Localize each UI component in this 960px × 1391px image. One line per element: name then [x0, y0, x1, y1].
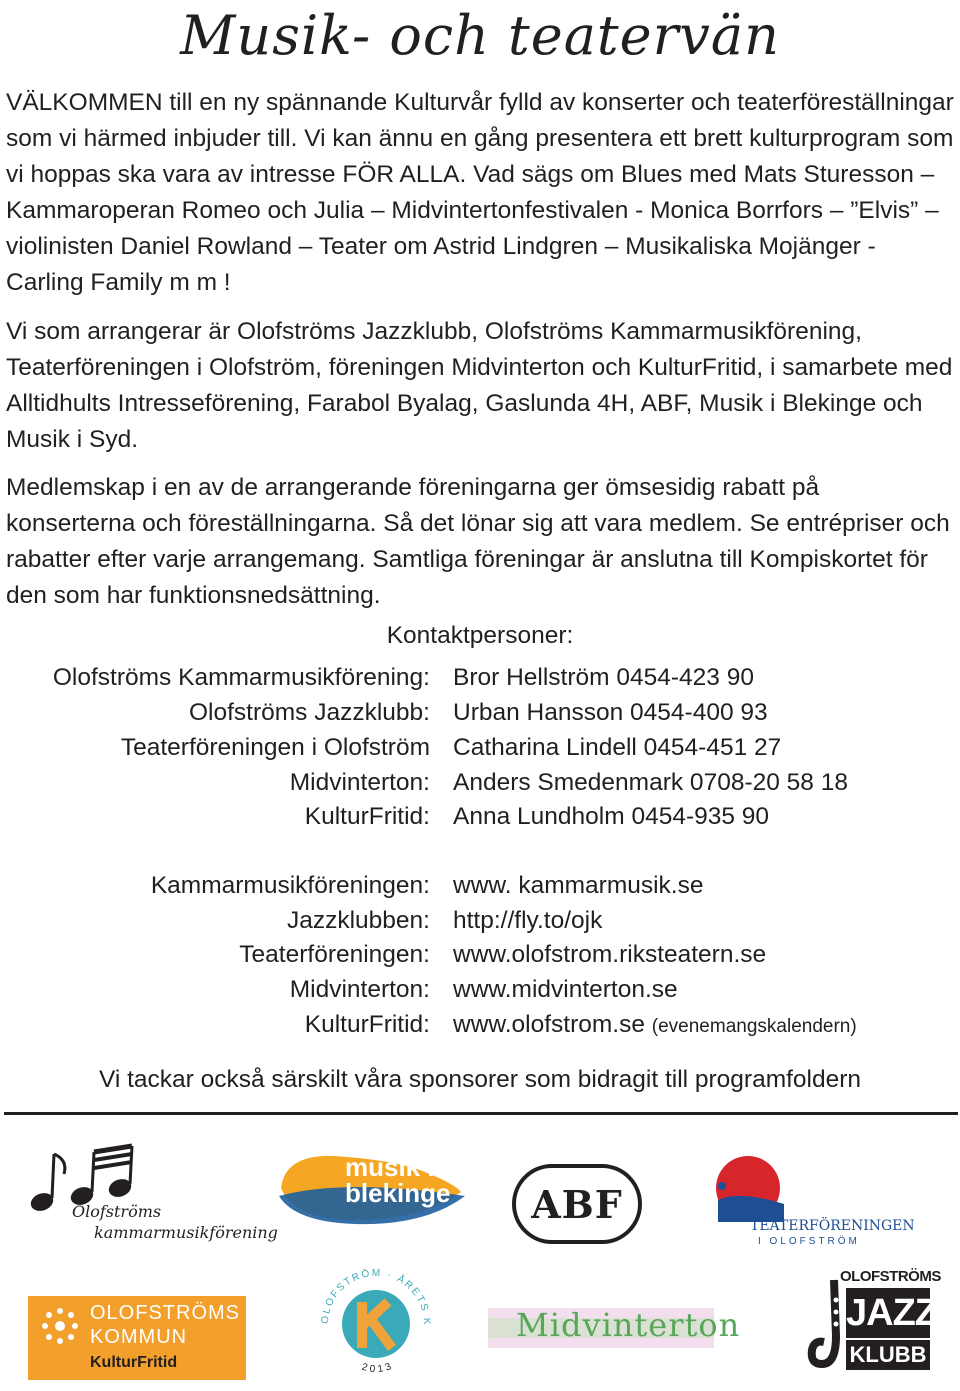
mib-line2: blekinge	[345, 1178, 451, 1208]
contact-value: Anders Smedenmark 0708-20 58 18	[453, 769, 848, 796]
contact-value: Urban Hansson 0454-400 93	[453, 699, 768, 726]
contact-label: Midvinterton:	[289, 769, 430, 796]
website-label: Midvinterton:	[289, 976, 430, 1003]
musik-i-blekinge-logo	[275, 1148, 475, 1228]
website-label: Teaterföreningen:	[239, 941, 430, 968]
teaterforeningen-logo	[688, 1150, 915, 1250]
intro-paragraph: VÄLKOMMEN till en ny spännande Kulturvår fylld av konserter och teaterföreställningar som vi härmed inbjuder till. Vi kan ännu en gång presentera ett brett kulturprogram som vi hoppas ska vara av intresse FÖR ALLA. Vad sägs om Blues med Mats Sturesson – Kammaroperan Romeo och Julia – Midvintertonfestivalen - Monica Borrfors – ”Elvis” – violinisten Daniel Rowland – Teater om Astrid Lindgren – Musikaliska Mojänger - Carling Family m m !	[6, 89, 954, 296]
website-label: Kammarmusikföreningen:	[150, 872, 430, 899]
website-link[interactable]: http://fly.to/ojk	[453, 907, 603, 934]
seal-ring-bottom: 2013	[360, 1360, 396, 1376]
website-link[interactable]: www.midvinterton.se	[453, 976, 678, 1003]
kommun-line1: OLOFSTRÖMS	[90, 1302, 241, 1324]
contact-row	[0, 765, 960, 801]
kommun-line3: KulturFritid	[90, 1354, 178, 1371]
website-row	[0, 868, 960, 904]
organizers-paragraph: Vi som arrangerar är Olofströms Jazzklubb, Olofströms Kammarmusikförening, Teaterföreningen i Olofström, föreningen Midvinterton och KulturFritid, i samarbete med Alltidhults Intresseförening, Farabol Byalag, Gaslunda 4H, ABF, Musik i Blekinge och Musik i Syd.	[6, 318, 953, 453]
website-row	[0, 903, 960, 939]
midvinterton-logo	[486, 1296, 741, 1358]
kammar-logo-line2: kammarmusikförening	[94, 1223, 278, 1242]
contacts-heading: Kontaktpersoner:	[386, 622, 574, 649]
website-label: Jazzklubben:	[286, 907, 430, 934]
membership-paragraph: Medlemskap i en av de arrangerande föreningarna ger ömsesidig rabatt på konserterna och föreställningarna. Så det lönar sig att vara medlem. Se entrépriser och rabatter efter varje arrangemang. Samtliga föreningar är anslutna till Kompiskortet för den som har funktionsnedsättning.	[6, 474, 950, 609]
website-row	[0, 1007, 960, 1043]
kammarmusik-logo	[28, 1140, 278, 1250]
contact-label: KulturFritid:	[304, 803, 430, 830]
kammar-logo-line1: Olofströms	[72, 1202, 162, 1221]
divider	[4, 1112, 958, 1115]
abf-logo	[512, 1164, 640, 1242]
jazz-line1: OLOFSTRÖMS	[840, 1268, 941, 1285]
teater-line2: I OLOFSTRÖM	[758, 1236, 860, 1247]
website-row	[0, 937, 960, 973]
abf-text: ABF	[531, 1181, 623, 1227]
website-note: (evenemangskalendern)	[651, 1016, 857, 1037]
contact-value: Anna Lundholm 0454-935 90	[453, 803, 770, 830]
svg-text:2013	[360, 1360, 395, 1375]
contact-value: Catharina Lindell 0454-451 27	[453, 734, 782, 761]
jazzklubb-logo	[806, 1266, 941, 1378]
kommun-line2: KOMMUN	[90, 1326, 188, 1348]
website-link[interactable]: www.olofstrom.riksteatern.se	[453, 941, 767, 968]
jazz-line3: KLUBB	[846, 1340, 930, 1370]
contact-row	[0, 799, 960, 835]
website-row	[0, 972, 960, 1008]
contact-row	[0, 695, 960, 731]
mib-line1: musik i	[345, 1152, 435, 1182]
contact-value: Bror Hellström 0454-423 90	[453, 664, 754, 691]
website-link[interactable]: www.olofstrom.se	[453, 1011, 645, 1038]
kommun-emblem-icon	[40, 1306, 80, 1346]
contact-label: Olofströms Jazzklubb:	[189, 699, 430, 726]
sponsors-thanks: Vi tackar också särskilt våra sponsorer som bidragit till programfoldern	[98, 1066, 862, 1093]
teater-line1: TEATERFÖRENINGEN	[750, 1218, 915, 1234]
arets-kulturkommun-logo	[314, 1262, 438, 1386]
kulturkommun-seal	[314, 1262, 438, 1386]
contact-row	[0, 660, 960, 696]
jazz-line2: JAZZ	[846, 1288, 930, 1338]
contact-label: Teaterföreningen i Olofström	[120, 734, 430, 761]
contact-row	[0, 730, 960, 766]
contact-label: Olofströms Kammarmusikförening:	[52, 664, 430, 691]
website-link[interactable]: www. kammarmusik.se	[453, 872, 704, 899]
seal-ring-top: OLOFSTRÖM · ÅRETS K	[319, 1267, 433, 1327]
midvinterton-text: Midvinterton	[516, 1306, 741, 1344]
website-label: KulturFritid:	[304, 1011, 430, 1038]
olofstroms-kommun-logo	[28, 1296, 246, 1380]
page-title: Musik- och teatervän	[180, 4, 780, 67]
